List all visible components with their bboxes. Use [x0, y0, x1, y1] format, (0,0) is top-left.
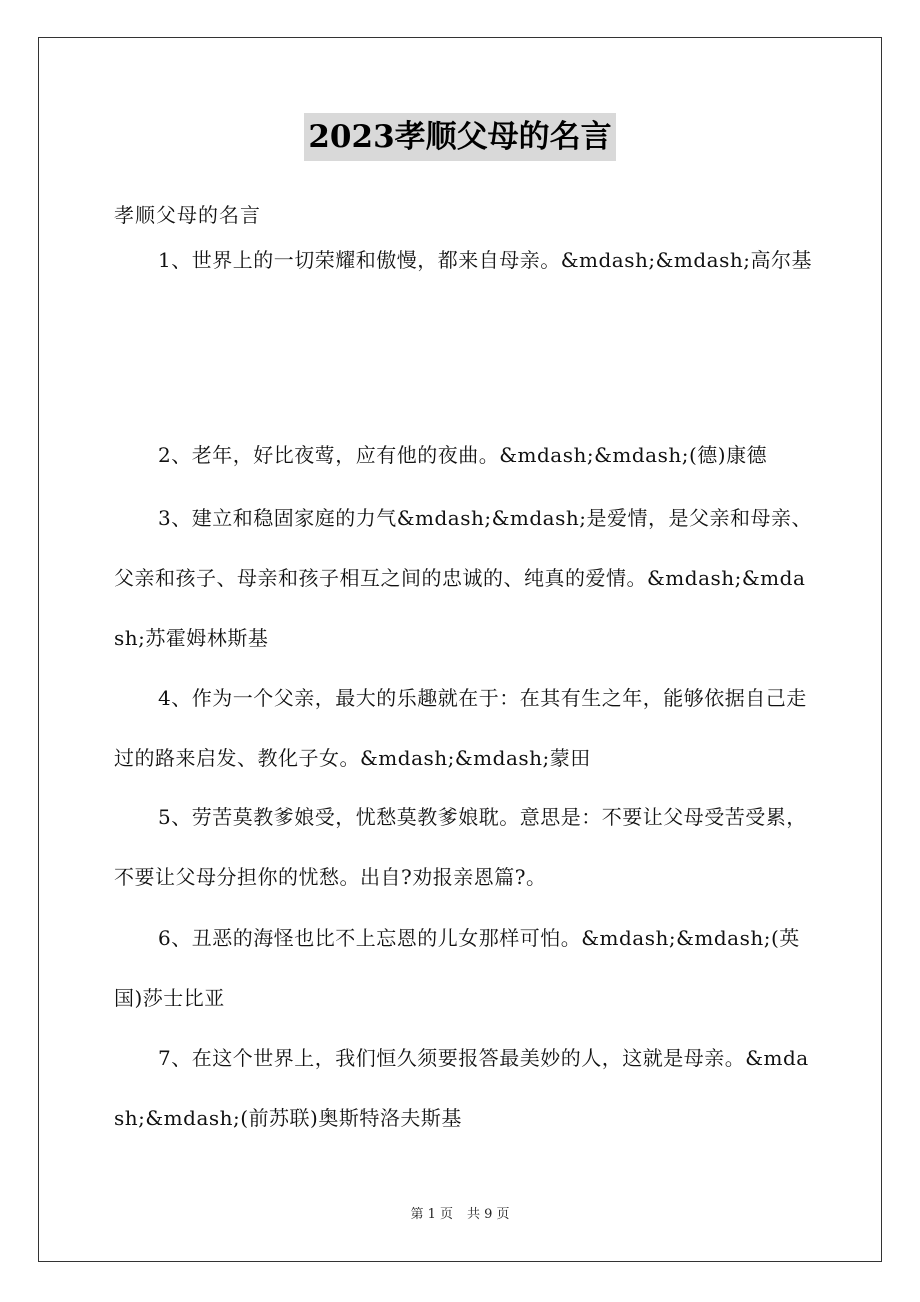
- document-title: [0, 113, 920, 161]
- quote-paragraph-5: 5、劳苦莫教爹娘受，忧愁莫教爹娘耽。意思是：不要让父母受苦受累，不要让父母分担你的忧愁。出自?劝报亲恩篇?。: [114, 805, 807, 889]
- quote-paragraph-3: 3、建立和稳固家庭的力气&mdash;&mdash;是爱情，是父亲和母亲、父亲和孩子、母亲和孩子相互之间的忠诚的、纯真的爱情。&mdash;&mdash;苏霍姆林斯基: [114, 506, 812, 650]
- quote-paragraph-1: 1、世界上的一切荣耀和傲慢，都来自母亲。&mdash;&mdash;高尔基: [158, 248, 812, 272]
- page-number: 第 1 页: [410, 1207, 453, 1222]
- quote-paragraph-4: 4、作为一个父亲，最大的乐趣就在于：在其有生之年，能够依据自己走过的路来启发、教化子女。&mdash;&mdash;蒙田: [114, 686, 807, 770]
- quote-paragraph-2: 2、老年，好比夜莺，应有他的夜曲。&mdash;&mdash;(德)康德: [158, 443, 768, 467]
- document-subtitle: 孝顺父母的名言: [114, 203, 261, 227]
- quote-paragraph-7: 7、在这个世界上，我们恒久须要报答最美妙的人，这就是母亲。&mdash;&mdash;(前苏联)奥斯特洛夫斯基: [114, 1046, 809, 1130]
- page-footer: [0, 1205, 920, 1225]
- page-total: 共 9 页: [467, 1207, 510, 1222]
- quote-paragraph-6: 6、丑恶的海怪也比不上忘恩的儿女那样可怕。&mdash;&mdash;(英国)莎士比亚: [114, 926, 800, 1010]
- document-title-text: 2023孝顺父母的名言: [304, 113, 615, 161]
